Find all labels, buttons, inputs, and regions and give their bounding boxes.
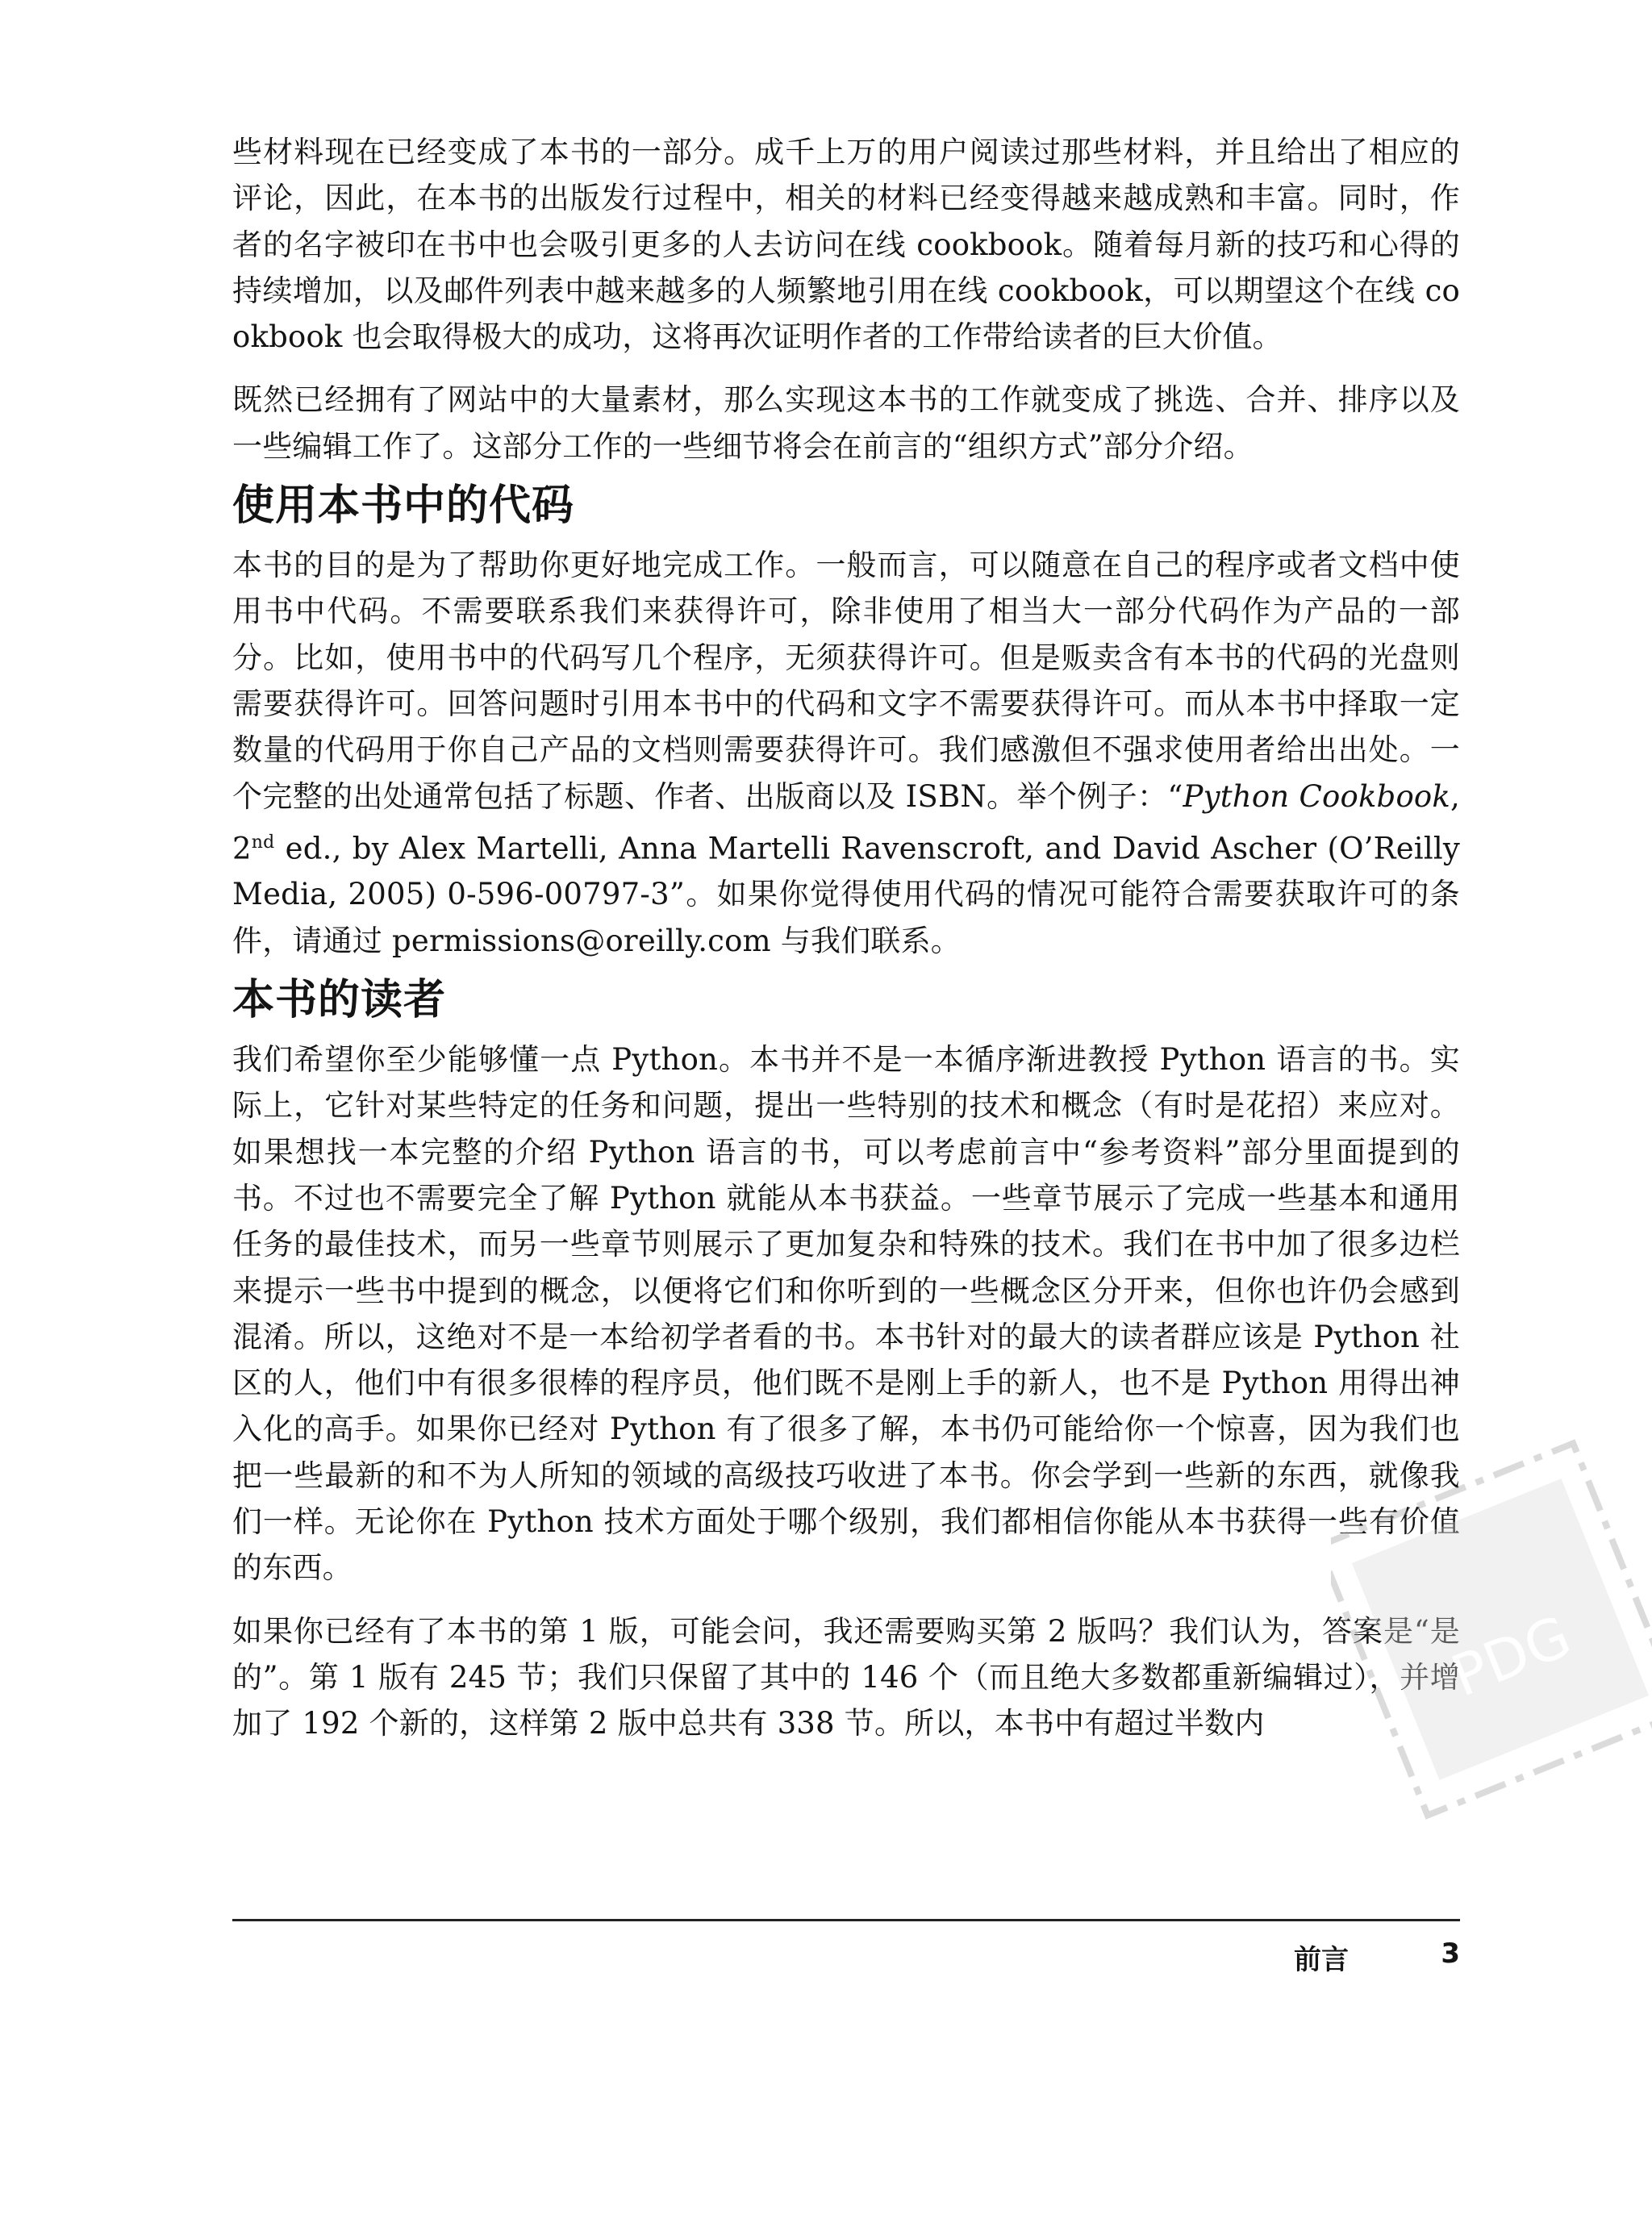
page-footer [232,1937,1460,1976]
watermark-stamp-icon [1331,1436,1652,1823]
paragraph-second-edition: 如果你已经有了本书的第 1 版，可能会问，我还需要购买第 2 版吗？我们认为，答案是“是的”。第 1 版有 245 节；我们只保留了其中的 146 个（而且绝大多数都重新编辑过），并增加了 192 个新的，这样第 2 版中总共有 338 节。所以，本书中有超过半数内 [232,1613,1460,1741]
text-permissions-part1: 本书的目的是为了帮助你更好地完成工作。一般而言，可以随意在自己的程序或者文档中使用书中代码。不需要联系我们来获得许可，除非使用了相当大一部分代码作为产品的一部分。比如，使用书中的代码写几个程序，无须获得许可。但是贩卖含有本书的代码的光盘则需要获得许可。回答问题时引用本书中的代码和文字不需要获得许可。而从本书中择取一定数量的代码用于你自己产品的文档则需要获得许可。我们感激但不强求使用者给出出处。一个完整的出处通常包括了标题、作者、出版商以及 ISBN。举个例子：“ [232,548,1460,814]
paragraph-code-permissions [232,542,1460,964]
text-permissions-part2: ed., by Alex Martelli, Anna Martelli Ravenscroft, and David Ascher (O’Reilly Media, 2005) 0-596-00797-3”。如果你觉得使用代码的情况可能符合需要获取许可的条件，请通过 permissions@oreilly.com 与我们联系。 [232,831,1460,958]
section-heading-audience: 本书的读者 [232,976,447,1025]
book-title-italic: Python Cookbook [1183,778,1451,814]
paragraph-intro-continued: 些材料现在已经变成了本书的一部分。成千上万的用户阅读过那些材料，并且给出了相应的评论，因此，在本书的出版发行过程中，相关的材料已经变得越来越成熟和丰富。同时，作者的名字被印在书中也会吸引更多的人去访问在线 cookbook。随着每月新的技巧和心得的持续增加，以及邮件列表中越来越多的人频繁地引用在线 cookbook，可以期望这个在线 cookbook 也会取得极大的成功，这将再次证明作者的工作带给读者的巨大价值。 [232,135,1460,355]
paragraph-audience: 我们希望你至少能够懂一点 Python。本书并不是一本循序渐进教授 Python 语言的书。实际上，它针对某些特定的任务和问题，提出一些特别的技术和概念（有时是花招）来应对。如果想找一本完整的介绍 Python 语言的书，可以考虑前言中“参考资料”部分里面提到的书。不过也不需要完全了解 Python 就能从本书获益。一些章节展示了完成一些基本和通用任务的最佳技术，而另一些章节则展示了更加复杂和特殊的技术。我们在书中加了很多边栏来提示一些书中提到的概念，以便将它们和你听到的一些概念区分开来，但你也许仍会感到混淆。所以，这绝对不是一本给初学者看的书。本书针对的最大的读者群应该是 Python 社区的人，他们中有很多很棒的程序员，他们既不是刚上手的新人，也不是 Python 用得出神入化的高手。如果你已经对 Python 有了很多了解，本书仍可能给你一个惊喜，因为我们也把一些最新的和不为人所知的领域的高级技巧收进了本书。你会学到一些新的东西，就像我们一样。无论你在 Python 技术方面处于哪个级别，我们都相信你能从本书获得一些有价值的东西。 [232,1042,1460,1586]
paragraph-selection-work: 既然已经拥有了网站中的大量素材，那么实现这本书的工作就变成了挑选、合并、排序以及一些编辑工作了。这部分工作的一些细节将会在前言的“组织方式”部分介绍。 [232,382,1460,464]
section-heading-using-code: 使用本书中的代码 [232,482,575,531]
text-edition-prefix: , 2 [232,778,1460,866]
watermark-stamp-text: PDG [1442,1603,1580,1710]
footer-divider [232,1919,1460,1921]
page-body [232,129,1460,1747]
edition-superscript: nd [251,832,275,853]
page-number: 3 [1441,1937,1460,1970]
footer-section-label: 前言 [1294,1944,1349,1976]
